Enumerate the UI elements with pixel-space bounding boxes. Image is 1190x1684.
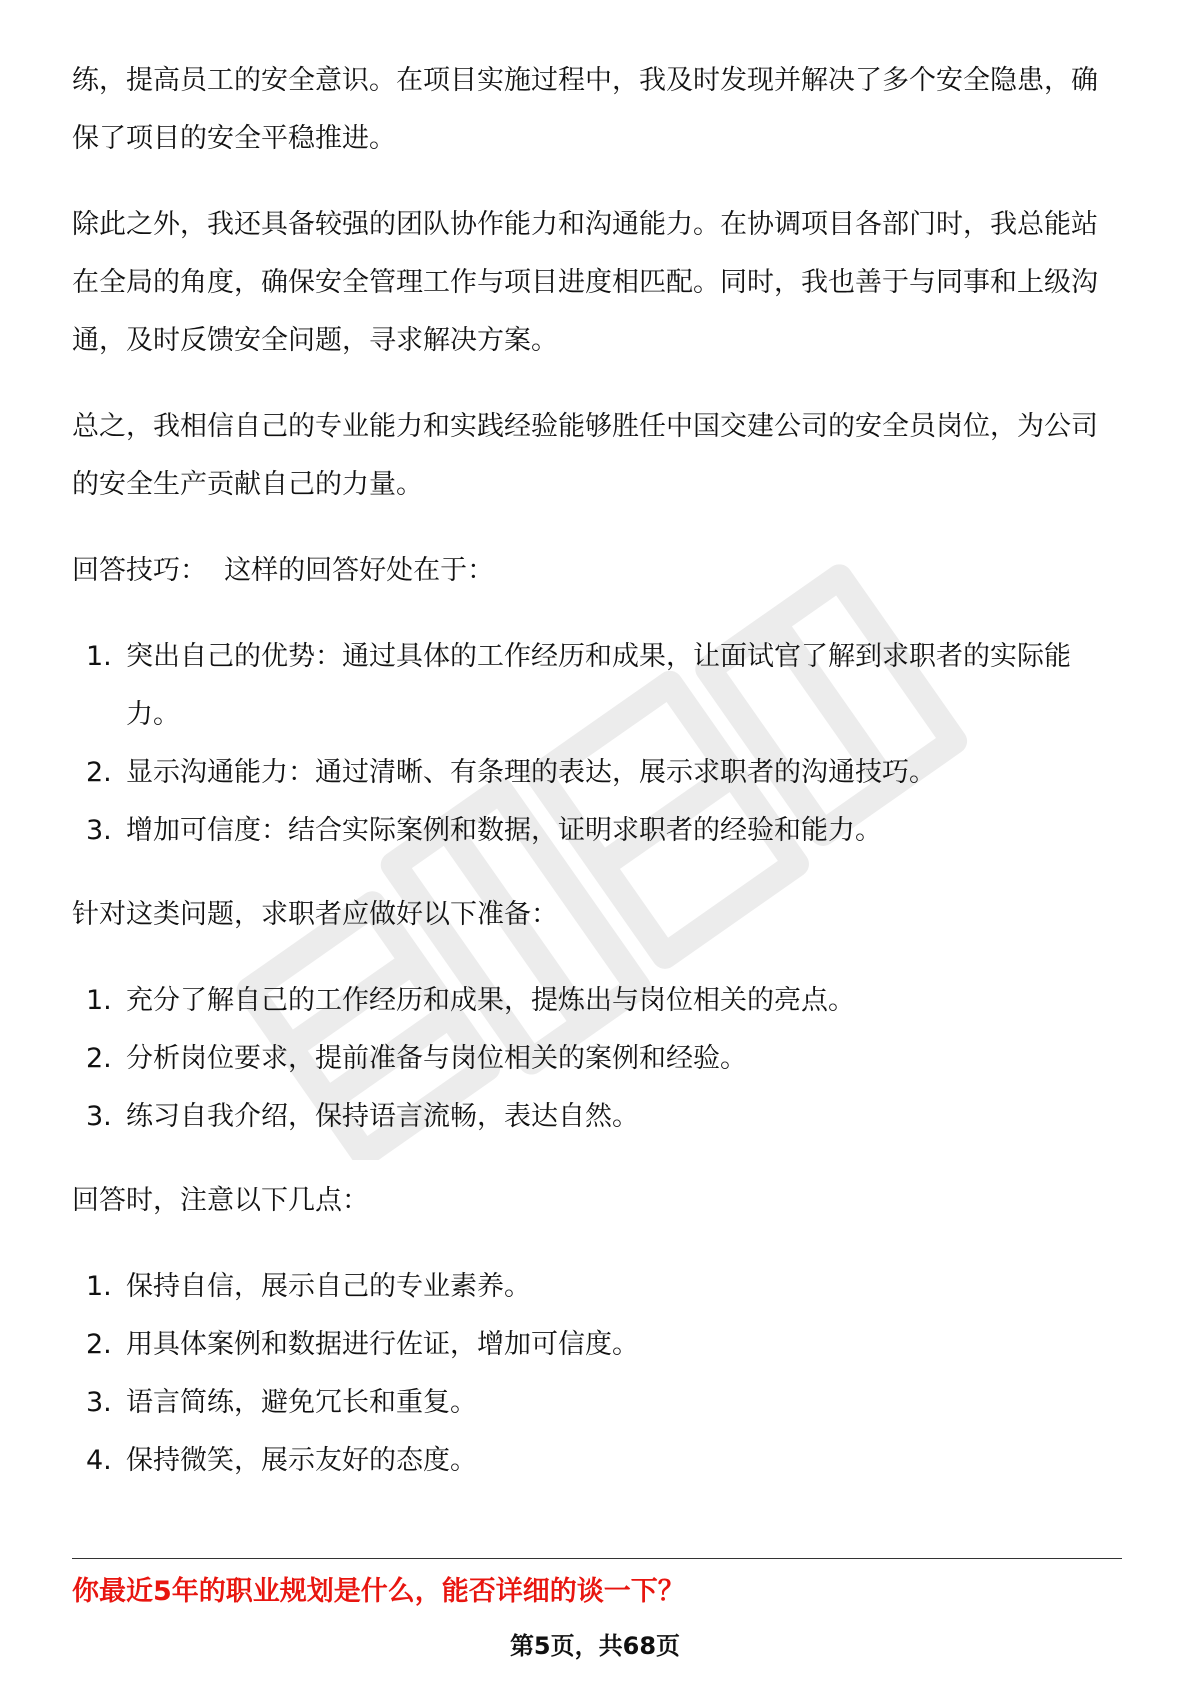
list-number: 2.	[86, 1043, 112, 1074]
list-number: 4.	[86, 1445, 112, 1476]
paragraph: 总之，我相信自己的专业能力和实践经验能够胜任中国交建公司的安全员岗位，为公司的安全生产贡献自己的力量。	[72, 411, 1098, 500]
list-text: 用具体案例和数据进行佐证，增加可信度。	[126, 1329, 639, 1360]
list-number: 3.	[86, 815, 112, 846]
notes-list	[72, 1258, 1122, 1490]
tips-heading: 回答技巧： 这样的回答好处在于：	[72, 555, 495, 586]
list-text: 充分了解自己的工作经历和成果，提炼出与岗位相关的亮点。	[126, 985, 855, 1016]
list-text: 语言简练，避免冗长和重复。	[126, 1387, 477, 1418]
list-item	[72, 1088, 1122, 1146]
prep-list	[72, 972, 1122, 1146]
list-text: 分析岗位要求，提前准备与岗位相关的案例和经验。	[126, 1043, 747, 1074]
list-text: 突出自己的优势：通过具体的工作经历和成果，让面试官了解到求职者的实际能力。	[126, 641, 1071, 730]
list-number: 2.	[86, 757, 112, 788]
list-text: 增加可信度：结合实际案例和数据，证明求职者的经验和能力。	[126, 815, 882, 846]
paragraph: 除此之外，我还具备较强的团队协作能力和沟通能力。在协调项目各部门时，我总能站在全局的角度，确保安全管理工作与项目进度相匹配。同时，我也善于与同事和上级沟通，及时反馈安全问题，寻求解决方案。	[72, 209, 1098, 356]
list-item	[72, 744, 1122, 802]
section-divider	[72, 1558, 1122, 1559]
next-question-heading: 你最近5年的职业规划是什么，能否详细的谈一下？	[72, 1576, 685, 1607]
main-content	[72, 52, 1122, 1516]
list-item	[72, 1316, 1122, 1374]
list-text: 保持微笑，展示友好的态度。	[126, 1445, 477, 1476]
list-text: 保持自信，展示自己的专业素养。	[126, 1271, 531, 1302]
list-number: 2.	[86, 1329, 112, 1360]
list-item	[72, 628, 1122, 744]
list-item	[72, 972, 1122, 1030]
page-indicator: 第5页，共68页	[509, 1632, 681, 1660]
list-item	[72, 1258, 1122, 1316]
list-item	[72, 802, 1122, 860]
list-text: 显示沟通能力：通过清晰、有条理的表达，展示求职者的沟通技巧。	[126, 757, 936, 788]
list-item	[72, 1432, 1122, 1490]
list-number: 1.	[86, 1271, 112, 1302]
tips-list	[72, 628, 1122, 860]
list-number: 3.	[86, 1387, 112, 1418]
list-text: 练习自我介绍，保持语言流畅，表达自然。	[126, 1101, 639, 1132]
list-number: 3.	[86, 1101, 112, 1132]
prep-heading: 针对这类问题，求职者应做好以下准备：	[72, 899, 558, 930]
list-item	[72, 1374, 1122, 1432]
notes-heading: 回答时，注意以下几点：	[72, 1185, 369, 1216]
list-number: 1.	[86, 985, 112, 1016]
list-number: 1.	[86, 641, 112, 672]
paragraph: 练，提高员工的安全意识。在项目实施过程中，我及时发现并解决了多个安全隐患，确保了项目的安全平稳推进。	[72, 65, 1098, 154]
list-item	[72, 1030, 1122, 1088]
